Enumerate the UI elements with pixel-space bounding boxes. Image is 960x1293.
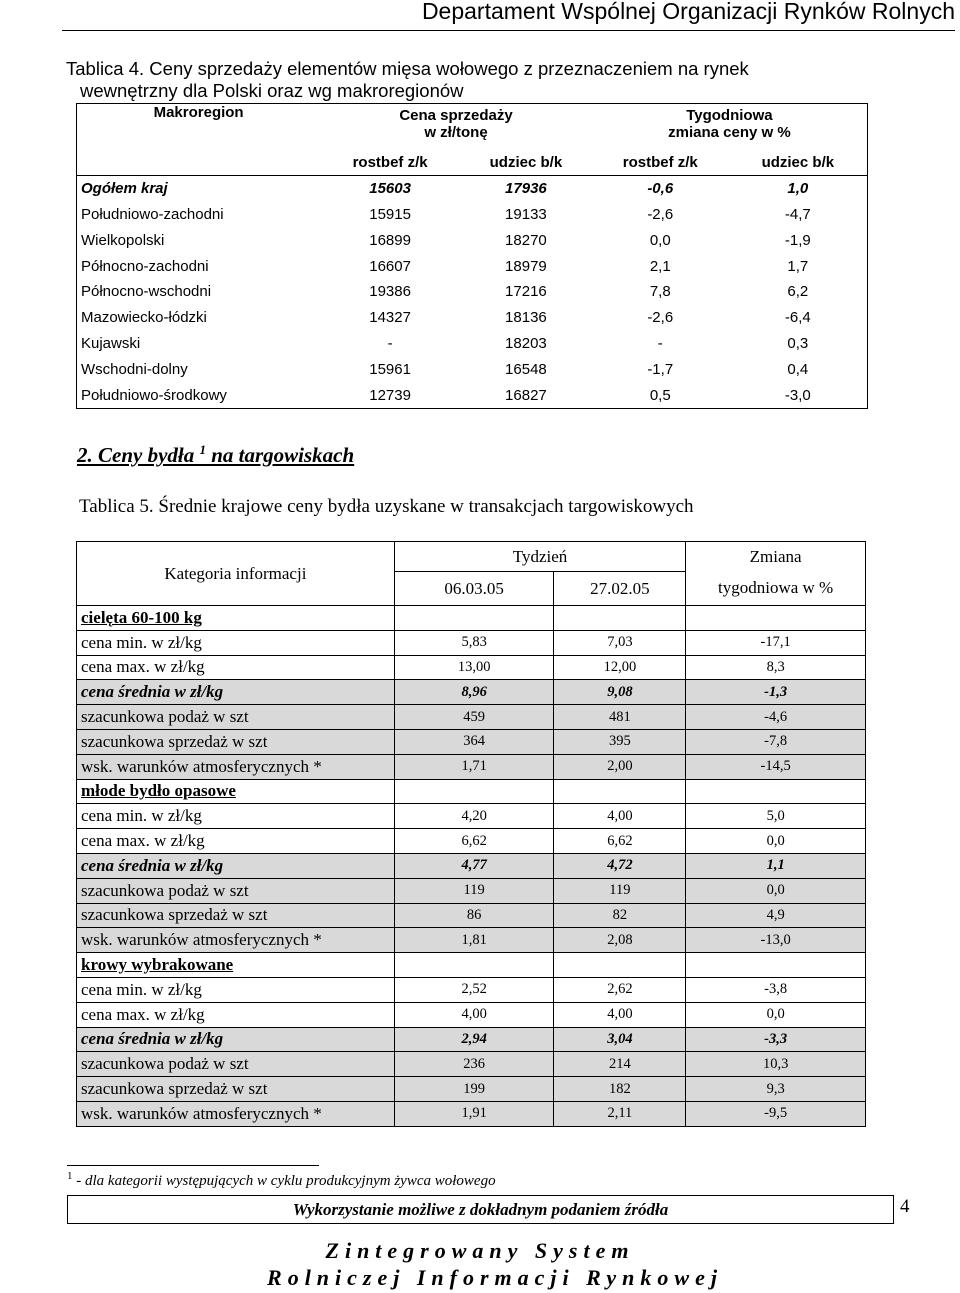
cell-value: -1,3 — [686, 680, 866, 705]
cell-value: 214 — [554, 1052, 686, 1077]
table-row-total — [77, 175, 868, 201]
cell-value: 4,00 — [554, 804, 686, 829]
row-label: cena max. w zł/kg — [81, 831, 205, 851]
cell-value: 2,08 — [554, 928, 686, 953]
row-label: szacunkowa podaż w szt — [81, 707, 249, 727]
group-name — [77, 953, 395, 978]
table-row — [77, 829, 866, 854]
cell-value: 0,0 — [649, 231, 671, 249]
section-title-text-rest: na targowiskach — [205, 443, 355, 467]
cell-value: 4,72 — [554, 853, 686, 878]
row-label: wsk. warunków atmosferycznych * — [81, 1103, 322, 1123]
table-row — [77, 279, 868, 305]
cell-value: -3,0 — [784, 386, 811, 404]
cell-value: -9,5 — [686, 1101, 866, 1126]
cell-value: 12,00 — [554, 655, 686, 680]
cell-value: -2,6 — [647, 205, 674, 223]
cell-value: 119 — [394, 878, 554, 903]
region-name: Wielkopolski — [81, 231, 165, 249]
cell-value: 5,0 — [686, 804, 866, 829]
region-name: Północno-zachodni — [81, 257, 209, 275]
table-row — [77, 1002, 866, 1027]
header-empty — [77, 150, 321, 176]
row-label: szacunkowa sprzedaż w szt — [81, 1079, 268, 1099]
group-name-text: cielęta 60-100 kg — [81, 607, 202, 627]
cell-value: 395 — [554, 729, 686, 754]
sub-header: udziec b/k — [761, 153, 835, 171]
cell-value: 1,91 — [394, 1101, 554, 1126]
table4-caption-line2: wewnętrzny dla Polski oraz wg makroregionów — [80, 80, 464, 101]
section-title-text: 2. Ceny bydła — [77, 443, 200, 467]
cell-value: 9,08 — [554, 680, 686, 705]
cell-value: 15961 — [369, 361, 411, 379]
empty-cell — [686, 779, 866, 804]
cell-value: 16899 — [369, 231, 411, 249]
cell-value: 6,62 — [394, 829, 554, 854]
cell-value: 15603 — [369, 180, 411, 198]
header-date: 06.03.05 — [394, 572, 554, 606]
footnote-rule — [67, 1165, 319, 1166]
table-row — [77, 201, 868, 227]
source-note: Wykorzystanie możliwe z dokładnym podaniem źródła — [67, 1195, 894, 1224]
cell-value: -1,7 — [647, 361, 674, 379]
cell-value: 6,62 — [554, 829, 686, 854]
row-label: cena max. w zł/kg — [81, 1004, 205, 1024]
empty-cell — [554, 779, 686, 804]
group-header-row — [77, 953, 866, 978]
cell-value: -7,8 — [686, 729, 866, 754]
cell-value: -3,3 — [686, 1027, 866, 1052]
cell-value: 4,20 — [394, 804, 554, 829]
cell-value: 14327 — [369, 309, 411, 327]
table4 — [76, 103, 868, 409]
empty-cell — [686, 953, 866, 978]
cell-value: 18270 — [505, 231, 547, 249]
page-number: 4 — [900, 1196, 910, 1217]
header-change — [592, 104, 868, 150]
cell-value: 0,5 — [649, 386, 671, 404]
cell-value: 18979 — [505, 257, 547, 275]
sub-header: rostbef z/k — [352, 153, 428, 171]
header-change-line2: zmiana ceny w % — [668, 124, 791, 141]
table-row — [77, 804, 866, 829]
cell-value: 1,7 — [787, 257, 809, 275]
section-title — [77, 442, 354, 468]
cell-value: 4,00 — [394, 1002, 554, 1027]
footnote-text: - dla kategorii występujących w cyklu produkcyjnym żywca wołowego — [72, 1173, 496, 1189]
table-row — [77, 253, 868, 279]
cell-value: 0,4 — [787, 361, 809, 379]
table-row — [77, 977, 866, 1002]
region-name: Mazowiecko-łódzki — [81, 309, 207, 327]
region-name: Wschodni-dolny — [81, 361, 188, 379]
table-row — [77, 630, 866, 655]
cell-value: 10,3 — [686, 1052, 866, 1077]
region-name: Północno-wschodni — [81, 283, 212, 301]
row-label: cena min. w zł/kg — [81, 979, 202, 999]
cell-value: 7,03 — [554, 630, 686, 655]
header-title: Departament Wspólnej Organizacji Rynków Rolnych — [421, 0, 955, 24]
cell-value: -1,9 — [784, 231, 811, 249]
cell-value: 481 — [554, 705, 686, 730]
row-label: szacunkowa podaż w szt — [81, 1054, 249, 1074]
table-row — [77, 754, 866, 779]
row-label: cena średnia w zł/kg — [81, 682, 224, 702]
cell-value: 17216 — [505, 283, 547, 301]
header-change-line2: tygodniowa w % — [686, 572, 866, 606]
cell-value: 2,52 — [394, 977, 554, 1002]
cell-value: 12739 — [369, 386, 411, 404]
cell-value: 8,3 — [686, 655, 866, 680]
cell-value: 15915 — [369, 205, 411, 223]
empty-cell — [554, 953, 686, 978]
table-row — [77, 383, 868, 409]
cell-value: 4,9 — [686, 903, 866, 928]
row-label: cena średnia w zł/kg — [81, 1029, 224, 1049]
cell-value: 119 — [554, 878, 686, 903]
region-name: Południowo-zachodni — [81, 205, 224, 223]
empty-cell — [394, 606, 554, 631]
region-name: Południowo-środkowy — [81, 386, 227, 404]
cell-value: 4,00 — [554, 1002, 686, 1027]
table-row — [77, 680, 866, 705]
cell-value: -6,4 — [784, 309, 811, 327]
row-label: cena min. w zł/kg — [81, 806, 202, 826]
row-label: szacunkowa sprzedaż w szt — [81, 731, 268, 751]
cell-value: 7,8 — [649, 283, 671, 301]
table-row — [77, 1101, 866, 1126]
table-row — [77, 305, 868, 331]
row-label: cena min. w zł/kg — [81, 632, 202, 652]
footnote — [67, 1170, 496, 1190]
sub-header: rostbef z/k — [622, 153, 698, 171]
cell-value: 0,3 — [787, 335, 809, 353]
empty-cell — [394, 779, 554, 804]
group-name — [77, 606, 395, 631]
table5 — [76, 541, 866, 1127]
cell-value: 182 — [554, 1077, 686, 1102]
table-row — [77, 729, 866, 754]
cell-value: -0,6 — [647, 180, 674, 198]
cell-value: 5,83 — [394, 630, 554, 655]
region-name: Ogółem kraj — [81, 180, 168, 198]
cell-value: 2,94 — [394, 1027, 554, 1052]
cell-value: -3,8 — [686, 977, 866, 1002]
cell-value: 1,71 — [394, 754, 554, 779]
header-change-line1: Tygodniowa — [686, 107, 773, 124]
cell-value: 19133 — [505, 205, 547, 223]
group-name-text: krowy wybrakowane — [81, 955, 234, 975]
header-price — [320, 104, 592, 150]
empty-cell — [394, 953, 554, 978]
cell-value: 236 — [394, 1052, 554, 1077]
header-price-line2: w zł/tonę — [424, 124, 488, 141]
cell-value: 2,1 — [649, 257, 671, 275]
cell-value: 8,96 — [394, 680, 554, 705]
footer-line1: Zintegrowany System — [325, 1238, 635, 1263]
cell-value: 19386 — [369, 283, 411, 301]
row-label: wsk. warunków atmosferycznych * — [81, 930, 322, 950]
table-row — [77, 853, 866, 878]
cell-value: 0,0 — [686, 1002, 866, 1027]
group-header-row — [77, 606, 866, 631]
table-row — [77, 903, 866, 928]
row-label: szacunkowa podaż w szt — [81, 880, 249, 900]
table-row — [77, 1077, 866, 1102]
table-row — [77, 1027, 866, 1052]
cell-value: 13,00 — [394, 655, 554, 680]
table-row — [77, 705, 866, 730]
cell-value: 0,0 — [686, 878, 866, 903]
row-label: szacunkowa sprzedaż w szt — [81, 905, 268, 925]
cell-value: 18136 — [505, 309, 547, 327]
cell-value: 16607 — [369, 257, 411, 275]
cell-value: 82 — [554, 903, 686, 928]
cell-value: -4,6 — [686, 705, 866, 730]
cell-value: 2,11 — [554, 1101, 686, 1126]
table-row — [77, 878, 866, 903]
table-row — [77, 331, 868, 357]
header-date: 27.02.05 — [554, 572, 686, 606]
cell-value: -17,1 — [686, 630, 866, 655]
footer-line2: Rolniczej Informacji Rynkowej — [267, 1265, 723, 1290]
header-change-line1: Zmiana — [686, 542, 866, 572]
cell-value: 1,0 — [787, 180, 809, 198]
cell-value: 86 — [394, 903, 554, 928]
cell-value: 2,62 — [554, 977, 686, 1002]
cell-value: 459 — [394, 705, 554, 730]
table-row — [77, 227, 868, 253]
cell-value: -4,7 — [784, 205, 811, 223]
cell-value: 17936 — [505, 180, 547, 198]
cell-value: 199 — [394, 1077, 554, 1102]
row-label: cena max. w zł/kg — [81, 657, 205, 677]
header-category: Kategoria informacji — [164, 563, 307, 583]
table4-caption-line1: Tablica 4. Ceny sprzedaży elementów mięsa wołowego z przeznaczeniem na rynek — [66, 58, 749, 79]
cell-value: 9,3 — [686, 1077, 866, 1102]
cell-value: 6,2 — [787, 283, 809, 301]
footnote-mark: 1 — [67, 1170, 73, 1182]
empty-cell — [686, 606, 866, 631]
sub-header: udziec b/k — [489, 153, 563, 171]
header-week: Tydzień — [394, 542, 685, 572]
cell-value: 3,04 — [554, 1027, 686, 1052]
cell-value: - — [657, 335, 663, 353]
header-rule — [62, 30, 955, 31]
cell-value: -13,0 — [686, 928, 866, 953]
region-name: Kujawski — [81, 335, 141, 353]
table4-caption — [66, 58, 826, 102]
header-price-line1: Cena sprzedaży — [399, 107, 513, 124]
cell-value: -14,5 — [686, 754, 866, 779]
table-row — [77, 928, 866, 953]
row-label: wsk. warunków atmosferycznych * — [81, 756, 322, 776]
header-region: Makroregion — [153, 104, 244, 121]
group-name-text: młode bydło opasowe — [81, 781, 236, 801]
cell-value: 18203 — [505, 335, 547, 353]
group-header-row — [77, 779, 866, 804]
cell-value: -2,6 — [647, 309, 674, 327]
group-name — [77, 779, 395, 804]
cell-value: 1,1 — [686, 853, 866, 878]
table5-caption: Tablica 5. Średnie krajowe ceny bydła uzyskane w transakcjach targowiskowych — [79, 496, 694, 517]
cell-value: 16548 — [505, 361, 547, 379]
table-row — [77, 357, 868, 383]
cell-value: - — [387, 335, 393, 353]
row-label: cena średnia w zł/kg — [81, 855, 224, 875]
cell-value: 1,81 — [394, 928, 554, 953]
cell-value: 364 — [394, 729, 554, 754]
empty-cell — [554, 606, 686, 631]
table-row — [77, 655, 866, 680]
cell-value: 0,0 — [686, 829, 866, 854]
cell-value: 16827 — [505, 386, 547, 404]
cell-value: 2,00 — [554, 754, 686, 779]
section-title-footnote-mark: 1 — [199, 442, 206, 457]
table-row — [77, 1052, 866, 1077]
cell-value: 4,77 — [394, 853, 554, 878]
